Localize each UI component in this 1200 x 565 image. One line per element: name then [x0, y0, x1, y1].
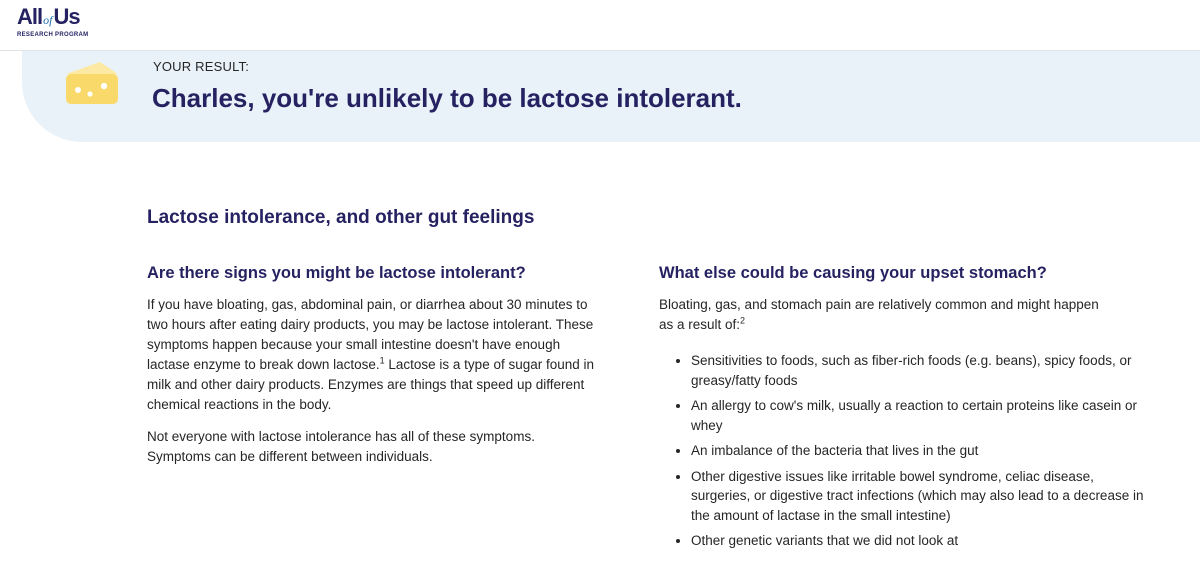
logo-text-all: All [17, 4, 43, 29]
logo-wordmark [17, 6, 107, 31]
list-item: • Other digestive issues like irritable bowel syndrome, celiac disease, surgeries, or digestive tract infections (which may also lead to a decrease in the amount of lactase in the small intestine) [691, 467, 1151, 526]
list-item: • An imbalance of the bacteria that lives in the gut [691, 441, 1151, 461]
list-item: • Sensitivities to foods, such as fiber-rich foods (e.g. beans), spicy foods, or greasy/fatty foods [691, 351, 1151, 390]
result-title: Charles, you're unlikely to be lactose intolerant. [152, 83, 742, 113]
left-column-paragraph-2: Not everyone with lactose intolerance has all of these symptoms. Symptoms can be different between individuals. [147, 429, 535, 464]
all-of-us-logo[interactable] [17, 6, 107, 40]
cheese-icon [64, 60, 120, 106]
paragraph-text: Lactose is a type of sugar found in milk and other dairy products. Enzymes are things that speed up different chemical reactions in the body. [147, 357, 595, 412]
footnote-ref-1[interactable]: 1 [379, 355, 385, 366]
top-bar [0, 0, 1200, 51]
logo-text-us: Us [53, 4, 80, 29]
right-column-intro [659, 295, 1099, 335]
list-item: • Other genetic variants that we did not look at [691, 531, 1151, 551]
logo-text-of: of [43, 13, 53, 27]
causes-list [675, 351, 1151, 557]
footnote-ref-2[interactable]: 2 [740, 315, 746, 326]
logo-subtitle: RESEARCH PROGRAM [17, 32, 89, 38]
left-column-heading: Are there signs you might be lactose intolerant? [147, 264, 526, 282]
paragraph-text: If you have bloating, gas, abdominal pain, or diarrhea about 30 minutes to two hours after eating dairy products, you may be lactose intolerant. These symptoms happen because your small intestine doesn't have enough lactase enzyme to break down lactose. [147, 297, 594, 372]
section-title: Lactose intolerance, and other gut feelings [147, 207, 535, 228]
left-column-paragraph-1 [147, 295, 602, 415]
paragraph-text: Bloating, gas, and stomach pain are relatively common and might happen as a result of: [659, 297, 1099, 332]
list-item: • An allergy to cow's milk, usually a reaction to certain proteins like casein or whey [691, 396, 1151, 435]
result-label: YOUR RESULT: [153, 59, 250, 74]
right-column-heading: What else could be causing your upset stomach? [659, 264, 1047, 282]
